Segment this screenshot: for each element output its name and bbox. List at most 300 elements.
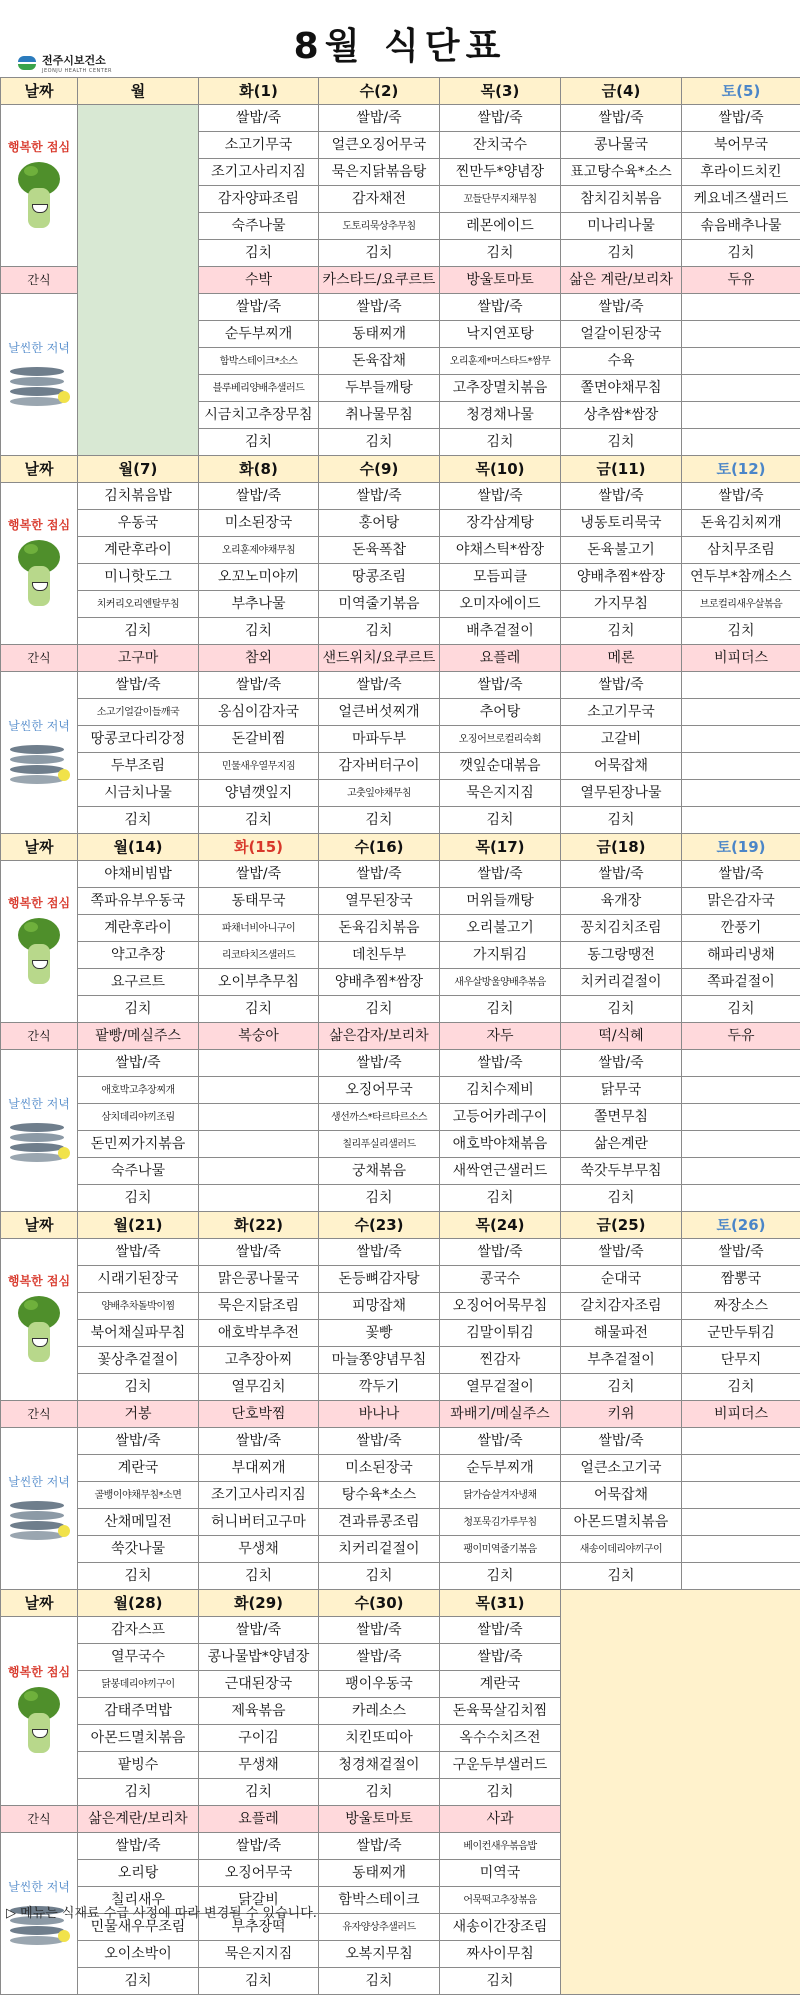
dinner-menu-item: 오이소박이 [78, 1941, 199, 1968]
dinner-menu-item: 쌀밥/죽 [78, 1050, 199, 1077]
dinner-menu-item: 쌀밥/죽 [199, 1833, 319, 1860]
lunch-menu-item: 약고추장 [78, 942, 199, 969]
dinner-menu-item: 유자양상추샐러드 [319, 1914, 440, 1941]
snack-item: 샌드위치/요쿠르트 [319, 645, 440, 672]
lunch-menu-item: 양배추찜*쌈장 [561, 564, 682, 591]
day-header: 월(21) [78, 1212, 199, 1239]
empty-cell [199, 1185, 319, 1212]
lunch-section [1, 483, 78, 645]
dinner-menu-item: 쑥갓두부무침 [561, 1158, 682, 1185]
lunch-menu-item: 김치 [682, 996, 800, 1023]
dinner-menu-item: 시금치나물 [78, 780, 199, 807]
day-header: 토(5) [682, 78, 800, 105]
day-header: 토(12) [682, 456, 800, 483]
lunch-menu-item: 김치 [682, 1374, 800, 1401]
dinner-menu-item: 청포묵김가루무침 [440, 1509, 561, 1536]
dinner-menu-item: 쌀밥/죽 [440, 1050, 561, 1077]
snack-item: 키위 [561, 1401, 682, 1428]
dinner-menu-item: 쌀밥/죽 [440, 1428, 561, 1455]
date-label: 날짜 [1, 1212, 78, 1239]
day-header: 목(3) [440, 78, 561, 105]
dinner-menu-item: 김치 [440, 807, 561, 834]
day-header: 목(24) [440, 1212, 561, 1239]
dinner-section [1, 1428, 78, 1590]
dinner-menu-item: 쌀밥/죽 [78, 1833, 199, 1860]
lunch-menu-item: 콩국수 [440, 1266, 561, 1293]
lunch-menu-item: 오리훈제야채무침 [199, 537, 319, 564]
lunch-menu-item: 쌀밥/죽 [440, 861, 561, 888]
lunch-menu-item: 케요네즈샐러드 [682, 186, 800, 213]
health-center-logo-icon [18, 56, 36, 70]
lunch-menu-item: 감자채전 [319, 186, 440, 213]
lunch-menu-item: 쌀밥/죽 [682, 1239, 800, 1266]
dinner-label: 날씬한 저녁 [1, 719, 77, 733]
day-header: 목(31) [440, 1590, 561, 1617]
lunch-menu-item: 아몬드멸치볶음 [78, 1725, 199, 1752]
lunch-menu-item: 김치 [78, 996, 199, 1023]
meal-table [0, 77, 800, 1995]
lunch-menu-item: 열무김치 [199, 1374, 319, 1401]
lunch-menu-item: 북어무국 [682, 132, 800, 159]
lunch-menu-item: 김치 [440, 240, 561, 267]
dinner-menu-item: 상추쌈*쌈장 [561, 402, 682, 429]
lunch-menu-item: 닭봉데리야끼구이 [78, 1671, 199, 1698]
empty-cell [682, 753, 800, 780]
dinner-menu-item: 돈갈비찜 [199, 726, 319, 753]
page-title: 8월 식단표 [0, 18, 800, 69]
day-header: 목(17) [440, 834, 561, 861]
day-header: 화(8) [199, 456, 319, 483]
day-header: 금(25) [561, 1212, 682, 1239]
day-header: 토(26) [682, 1212, 800, 1239]
lunch-menu-item: 장각삼계탕 [440, 510, 561, 537]
dinner-menu-item: 김치 [199, 1563, 319, 1590]
dinner-menu-item: 묵은지지짐 [199, 1941, 319, 1968]
lunch-section [1, 105, 78, 267]
lunch-menu-item: 오징어어묵무침 [440, 1293, 561, 1320]
dinner-menu-item: 김치 [561, 807, 682, 834]
lunch-menu-item: 구운두부샐러드 [440, 1752, 561, 1779]
dinner-menu-item: 얼큰버섯찌개 [319, 699, 440, 726]
day-header: 화(15) [199, 834, 319, 861]
day-header: 월 [78, 78, 199, 105]
lunch-menu-item: 김치 [78, 618, 199, 645]
snack-item: 두유 [682, 1023, 800, 1050]
dinner-menu-item: 쌀밥/죽 [319, 1833, 440, 1860]
dinner-row [1, 1050, 800, 1077]
dinner-menu-item: 고춧잎야채무침 [319, 780, 440, 807]
dinner-menu-item: 칠리새우 [78, 1887, 199, 1914]
dinner-menu-item: 견과류콩조림 [319, 1509, 440, 1536]
empty-cell [199, 1077, 319, 1104]
lunch-menu-item: 김치 [682, 618, 800, 645]
lunch-menu-item: 김치 [199, 1779, 319, 1806]
lunch-menu-item: 쌀밥/죽 [682, 105, 800, 132]
lunch-row [1, 942, 800, 969]
lunch-menu-item: 치킨또띠아 [319, 1725, 440, 1752]
dinner-menu-item: 탕수육*소스 [319, 1482, 440, 1509]
day-header: 수(16) [319, 834, 440, 861]
lunch-menu-item: 짜장소스 [682, 1293, 800, 1320]
dinner-label: 날씬한 저녁 [1, 1097, 77, 1111]
dinner-menu-item: 칠리푸실리샐러드 [319, 1131, 440, 1158]
dinner-menu-item: 김치 [199, 1968, 319, 1995]
lunch-menu-item: 김치 [78, 1779, 199, 1806]
date-row [1, 834, 800, 861]
day-header: 화(22) [199, 1212, 319, 1239]
snack-item: 팥빵/메실주스 [78, 1023, 199, 1050]
lunch-menu-item: 쌀밥/죽 [440, 105, 561, 132]
dinner-menu-item: 시금치고추장무침 [199, 402, 319, 429]
lunch-menu-item: 돈육폭찹 [319, 537, 440, 564]
dinner-menu-item: 짜사이무침 [440, 1941, 561, 1968]
lunch-menu-item: 소고기무국 [199, 132, 319, 159]
lunch-menu-item: 숙주나물 [199, 213, 319, 240]
lunch-menu-item: 계란후라이 [78, 915, 199, 942]
lunch-menu-item: 쌀밥/죽 [199, 105, 319, 132]
lunch-menu-item: 삼치무조림 [682, 537, 800, 564]
dinner-menu-item: 동태찌개 [319, 321, 440, 348]
snack-label: 간식 [1, 1806, 78, 1833]
lunch-menu-item: 북어채실파무침 [78, 1320, 199, 1347]
empty-cell [78, 105, 199, 456]
dinner-menu-item: 쌀밥/죽 [199, 672, 319, 699]
lunch-row [1, 105, 800, 132]
empty-cell [199, 1131, 319, 1158]
snack-item: 사과 [440, 1806, 561, 1833]
lunch-menu-item: 쌀밥/죽 [440, 1239, 561, 1266]
dinner-menu-item: 닭무국 [561, 1077, 682, 1104]
lunch-menu-item: 땅콩조림 [319, 564, 440, 591]
date-label: 날짜 [1, 834, 78, 861]
empty-cell [682, 699, 800, 726]
dinner-menu-item: 부대찌개 [199, 1455, 319, 1482]
lunch-menu-item: 김치 [561, 996, 682, 1023]
lunch-menu-item: 묵은지닭조림 [199, 1293, 319, 1320]
lunch-menu-item: 부추겉절이 [561, 1347, 682, 1374]
lunch-menu-item: 쌀밥/죽 [78, 1239, 199, 1266]
dinner-menu-item: 새송이간장조림 [440, 1914, 561, 1941]
lunch-menu-item: 근대된장국 [199, 1671, 319, 1698]
dinner-menu-item: 열무된장나물 [561, 780, 682, 807]
lunch-menu-item: 열무겉절이 [440, 1374, 561, 1401]
lunch-menu-item: 김치 [319, 996, 440, 1023]
dinner-menu-item: 마파두부 [319, 726, 440, 753]
lunch-menu-item: 요구르트 [78, 969, 199, 996]
lunch-menu-item: 후라이드치킨 [682, 159, 800, 186]
empty-cell [682, 1050, 800, 1077]
dinner-menu-item: 묵은지지짐 [440, 780, 561, 807]
dinner-menu-item: 미소된장국 [319, 1455, 440, 1482]
lunch-menu-item: 김치 [440, 996, 561, 1023]
empty-cell [682, 1077, 800, 1104]
empty-cell [682, 375, 800, 402]
lunch-menu-item: 쪽파겉절이 [682, 969, 800, 996]
dinner-menu-item: 쌀밥/죽 [319, 1050, 440, 1077]
lunch-menu-item: 부추나물 [199, 591, 319, 618]
dinner-menu-item: 베이컨새우볶음밥 [440, 1833, 561, 1860]
dinner-menu-item: 깻잎순대볶음 [440, 753, 561, 780]
dinner-menu-item: 어묵잡채 [561, 753, 682, 780]
dinner-menu-item: 새싹연근샐러드 [440, 1158, 561, 1185]
empty-cell [682, 321, 800, 348]
dinner-menu-item: 김치 [440, 429, 561, 456]
empty-cell [682, 429, 800, 456]
date-row [1, 456, 800, 483]
day-header: 목(10) [440, 456, 561, 483]
lunch-menu-item: 돈등뼈감자탕 [319, 1266, 440, 1293]
dinner-menu-item: 김치 [440, 1563, 561, 1590]
dinner-menu-item: 두부조림 [78, 753, 199, 780]
day-header: 수(30) [319, 1590, 440, 1617]
dinner-menu-item: 김치 [319, 1563, 440, 1590]
lunch-menu-item: 팥빙수 [78, 1752, 199, 1779]
lunch-menu-item: 쌀밥/죽 [440, 1617, 561, 1644]
lunch-row [1, 1293, 800, 1320]
dinner-row [1, 1563, 800, 1590]
date-label: 날짜 [1, 1590, 78, 1617]
lunch-row [1, 1347, 800, 1374]
dinner-menu-item: 쌀밥/죽 [319, 1428, 440, 1455]
lunch-menu-item: 미역줄기볶음 [319, 591, 440, 618]
lunch-menu-item: 동그랑땡전 [561, 942, 682, 969]
empty-cell [199, 1104, 319, 1131]
dinner-menu-item: 청경채나물 [440, 402, 561, 429]
day-header: 수(2) [319, 78, 440, 105]
dinner-row [1, 1536, 800, 1563]
lunch-menu-item: 홍어탕 [319, 510, 440, 537]
lunch-menu-item: 콩나물밥*양념장 [199, 1644, 319, 1671]
dinner-section [1, 1050, 78, 1212]
dinner-menu-item: 쌀밥/죽 [78, 1428, 199, 1455]
snack-item: 고구마 [78, 645, 199, 672]
lunch-menu-item: 양배추찜*쌈장 [319, 969, 440, 996]
snack-item: 카스타드/요쿠르트 [319, 267, 440, 294]
dinner-menu-item: 고등어카레구이 [440, 1104, 561, 1131]
dinner-menu-item: 돈육잡채 [319, 348, 440, 375]
lunch-menu-item: 단무지 [682, 1347, 800, 1374]
snack-item: 참외 [199, 645, 319, 672]
lunch-menu-item: 감태주먹밥 [78, 1698, 199, 1725]
lunch-label: 행복한 점심 [1, 1274, 77, 1288]
snack-item: 비피더스 [682, 645, 800, 672]
lunch-menu-item: 쌀밥/죽 [319, 861, 440, 888]
empty-cell [682, 1428, 800, 1455]
dinner-row [1, 672, 800, 699]
lunch-menu-item: 쌀밥/죽 [319, 1644, 440, 1671]
lunch-menu-item: 묵은지닭볶음탕 [319, 159, 440, 186]
snack-item: 삶은감자/보리차 [319, 1023, 440, 1050]
dinner-row [1, 1455, 800, 1482]
dinner-row [1, 807, 800, 834]
dinner-menu-item: 김치 [561, 1563, 682, 1590]
org-subname: JEONJU HEALTH CENTER [42, 68, 112, 74]
lunch-menu-item: 얼큰오징어무국 [319, 132, 440, 159]
dinner-menu-item: 계란국 [78, 1455, 199, 1482]
empty-cell [682, 1563, 800, 1590]
snack-item: 두유 [682, 267, 800, 294]
lunch-menu-item: 순대국 [561, 1266, 682, 1293]
dinner-menu-item: 양념깻잎지 [199, 780, 319, 807]
day-header: 금(4) [561, 78, 682, 105]
empty-cell [682, 402, 800, 429]
dinner-row [1, 1077, 800, 1104]
lunch-menu-item: 모듬피클 [440, 564, 561, 591]
lunch-menu-item: 쌀밥/죽 [561, 1239, 682, 1266]
lunch-menu-item: 해물파전 [561, 1320, 682, 1347]
broccoli-icon [14, 1687, 64, 1757]
lunch-menu-item: 구이김 [199, 1725, 319, 1752]
lunch-menu-item: 쌀밥/죽 [199, 861, 319, 888]
lunch-menu-item: 고추장아찌 [199, 1347, 319, 1374]
lunch-menu-item: 쌀밥/죽 [561, 105, 682, 132]
lunch-menu-item: 조기고사리지짐 [199, 159, 319, 186]
lunch-menu-item: 표고탕수육*소스 [561, 159, 682, 186]
snack-item: 꽈배기/메실주스 [440, 1401, 561, 1428]
empty-cell [682, 1185, 800, 1212]
lunch-menu-item: 치커리오리엔탈무침 [78, 591, 199, 618]
empty-cell [682, 1536, 800, 1563]
lunch-menu-item: 옥수수치즈전 [440, 1725, 561, 1752]
dinner-menu-item: 김치 [561, 429, 682, 456]
dinner-menu-item: 고갈비 [561, 726, 682, 753]
empty-cell [682, 780, 800, 807]
lunch-menu-item: 계란국 [440, 1671, 561, 1698]
lunch-menu-item: 갈치감자조림 [561, 1293, 682, 1320]
dinner-row [1, 1509, 800, 1536]
empty-cell [682, 1158, 800, 1185]
dinner-menu-item: 쌀밥/죽 [561, 294, 682, 321]
dinner-row [1, 1482, 800, 1509]
dinner-row [1, 1185, 800, 1212]
snack-item: 수박 [199, 267, 319, 294]
lunch-row [1, 537, 800, 564]
lunch-menu-item: 김치 [199, 618, 319, 645]
lunch-menu-item: 쌀밥/죽 [319, 1617, 440, 1644]
lunch-menu-item: 시래기된장국 [78, 1266, 199, 1293]
lunch-menu-item: 리코타치즈샐러드 [199, 942, 319, 969]
empty-cell [682, 1104, 800, 1131]
lunch-menu-item: 카레소스 [319, 1698, 440, 1725]
dinner-menu-item: 오리훈제*머스타드*쌈무 [440, 348, 561, 375]
lunch-menu-item: 쌀밥/죽 [561, 861, 682, 888]
dinner-row [1, 1131, 800, 1158]
empty-cell [199, 1158, 319, 1185]
dinner-menu-item: 무생채 [199, 1536, 319, 1563]
snack-item: 떡/식혜 [561, 1023, 682, 1050]
dinner-menu-item: 오징어무국 [199, 1860, 319, 1887]
empty-cell [561, 1590, 800, 1995]
dinner-menu-item: 오리탕 [78, 1860, 199, 1887]
lunch-label: 행복한 점심 [1, 518, 77, 532]
dinner-menu-item: 조기고사리지짐 [199, 1482, 319, 1509]
lunch-label: 행복한 점심 [1, 1665, 77, 1679]
dinner-menu-item: 미역국 [440, 1860, 561, 1887]
dinner-menu-item: 얼큰소고기국 [561, 1455, 682, 1482]
lunch-menu-item: 머위들깨탕 [440, 888, 561, 915]
dinner-menu-item: 수육 [561, 348, 682, 375]
lunch-menu-item: 돈육김치볶음 [319, 915, 440, 942]
lunch-menu-item: 김치 [319, 1779, 440, 1806]
dinner-menu-item: 옹심이감자국 [199, 699, 319, 726]
lunch-menu-item: 찐감자 [440, 1347, 561, 1374]
dinner-menu-item: 낙지연포탕 [440, 321, 561, 348]
day-header: 화(29) [199, 1590, 319, 1617]
snack-label: 간식 [1, 1023, 78, 1050]
dinner-menu-item: 김치 [319, 1185, 440, 1212]
empty-cell [682, 726, 800, 753]
lunch-menu-item: 콩나물국 [561, 132, 682, 159]
lunch-menu-item: 쪽파유부우동국 [78, 888, 199, 915]
dinner-menu-item: 숙주나물 [78, 1158, 199, 1185]
dinner-label: 날씬한 저녁 [1, 341, 77, 355]
lunch-menu-item: 감자양파조림 [199, 186, 319, 213]
snack-label: 간식 [1, 267, 78, 294]
lunch-menu-item: 꽃상추겉절이 [78, 1347, 199, 1374]
dinner-menu-item: 쌀밥/죽 [319, 672, 440, 699]
snack-item: 방울토마토 [319, 1806, 440, 1833]
lunch-menu-item: 찐만두*양념장 [440, 159, 561, 186]
dinner-menu-item: 쌀밥/죽 [199, 1428, 319, 1455]
dinner-menu-item: 삶은계란 [561, 1131, 682, 1158]
lunch-menu-item: 해파리냉채 [682, 942, 800, 969]
lunch-row [1, 1239, 800, 1266]
empty-cell [682, 1482, 800, 1509]
dinner-menu-item: 순두부찌개 [199, 321, 319, 348]
snack-item: 자두 [440, 1023, 561, 1050]
dinner-menu-item: 쫄면야채무침 [561, 375, 682, 402]
dinner-menu-item: 돈민찌가지볶음 [78, 1131, 199, 1158]
snack-label: 간식 [1, 645, 78, 672]
lunch-row [1, 1320, 800, 1347]
lunch-menu-item: 무생채 [199, 1752, 319, 1779]
lunch-menu-item: 꽃빵 [319, 1320, 440, 1347]
dinner-section [1, 672, 78, 834]
lunch-menu-item: 청경채겉절이 [319, 1752, 440, 1779]
fish-icon [8, 1495, 70, 1543]
dinner-menu-item: 땅콩코다리강정 [78, 726, 199, 753]
lunch-menu-item: 양배추차돌박이찜 [78, 1293, 199, 1320]
lunch-menu-item: 브로컬리새우살볶음 [682, 591, 800, 618]
lunch-menu-item: 쌀밥/죽 [319, 1239, 440, 1266]
lunch-menu-item: 깐풍기 [682, 915, 800, 942]
lunch-menu-item: 쌀밥/죽 [199, 1239, 319, 1266]
broccoli-icon [14, 1296, 64, 1366]
lunch-menu-item: 김치 [682, 240, 800, 267]
lunch-menu-item: 김치 [319, 618, 440, 645]
dinner-menu-item: 민물새우열무지짐 [199, 753, 319, 780]
lunch-menu-item: 팽이우동국 [319, 1671, 440, 1698]
dinner-menu-item: 쌀밥/죽 [199, 294, 319, 321]
empty-cell [682, 1455, 800, 1482]
dinner-menu-item: 추어탕 [440, 699, 561, 726]
fish-icon [8, 739, 70, 787]
lunch-menu-item: 김치 [319, 240, 440, 267]
dinner-menu-item: 쌀밥/죽 [440, 294, 561, 321]
lunch-menu-item: 야채스틱*쌈장 [440, 537, 561, 564]
dinner-menu-item: 김치 [78, 1968, 199, 1995]
dinner-menu-item: 민물새우무조림 [78, 1914, 199, 1941]
lunch-row [1, 915, 800, 942]
dinner-menu-item: 쌀밥/죽 [561, 672, 682, 699]
dinner-menu-item: 닭가슴살겨자냉채 [440, 1482, 561, 1509]
lunch-menu-item: 꽁치김치조림 [561, 915, 682, 942]
lunch-menu-item: 맑은콩나물국 [199, 1266, 319, 1293]
dinner-menu-item: 어묵떡고추장볶음 [440, 1887, 561, 1914]
empty-cell [682, 1131, 800, 1158]
lunch-menu-item: 계란후라이 [78, 537, 199, 564]
dinner-row [1, 1158, 800, 1185]
